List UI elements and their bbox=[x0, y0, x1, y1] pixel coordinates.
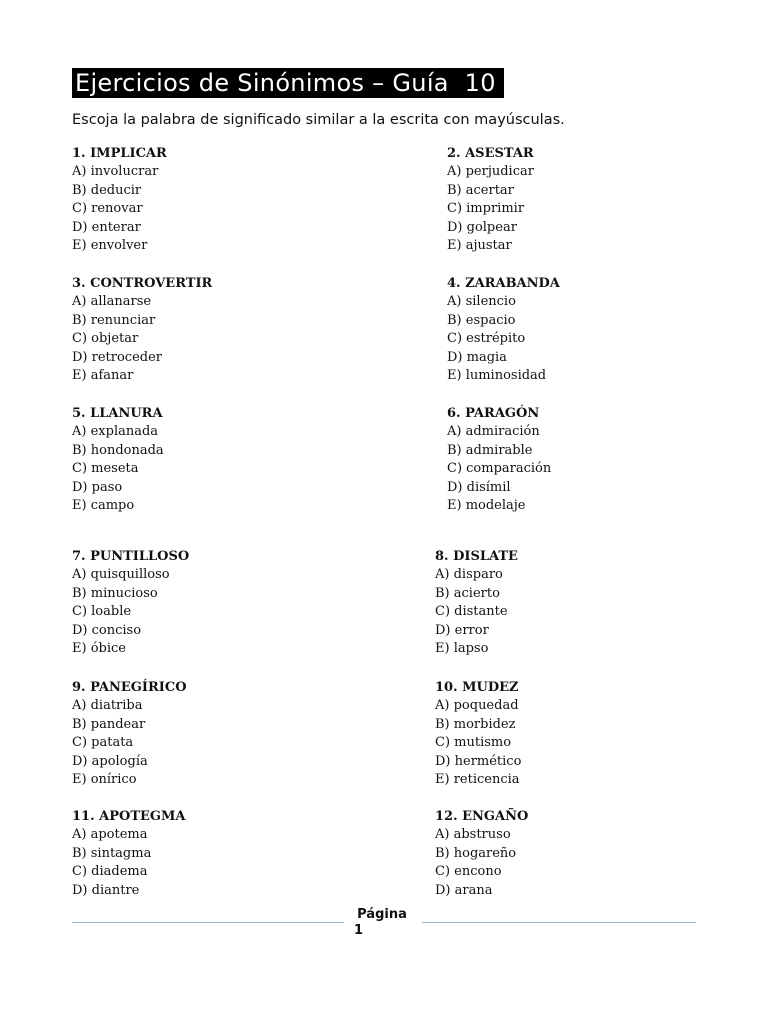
option-e: E) envolver bbox=[72, 238, 148, 254]
question-8 bbox=[435, 548, 518, 659]
option-b: B) acierto bbox=[435, 585, 500, 601]
option-e: E) lapso bbox=[435, 641, 489, 657]
question-head: 3. CONTROVERTIR bbox=[72, 276, 213, 291]
option-c: C) patata bbox=[72, 735, 134, 751]
question-head: 7. PUNTILLOSO bbox=[72, 549, 190, 564]
option-b: B) espacio bbox=[447, 312, 516, 328]
question-12 bbox=[435, 808, 528, 900]
option-b: B) hogareño bbox=[435, 845, 517, 861]
instructions: Escoja la palabra de significado similar a la escrita con mayúsculas. bbox=[72, 112, 565, 128]
option-c: C) diadema bbox=[72, 864, 148, 880]
option-d: D) apología bbox=[72, 753, 148, 769]
option-d: D) enterar bbox=[72, 219, 141, 235]
page-title: Ejercicios de Sinónimos – Guía 10 bbox=[72, 68, 504, 98]
option-d: D) hermético bbox=[435, 753, 522, 769]
option-c: C) distante bbox=[435, 604, 508, 620]
question-10 bbox=[435, 679, 521, 790]
option-a: A) silencio bbox=[447, 294, 516, 309]
question-head: 8. DISLATE bbox=[435, 549, 518, 564]
option-a: A) diatriba bbox=[72, 698, 143, 713]
option-e: E) afanar bbox=[72, 368, 134, 384]
option-a: A) explanada bbox=[72, 424, 159, 439]
footer-rule-right bbox=[422, 922, 696, 923]
footer-rule-left bbox=[72, 922, 344, 923]
option-e: E) ajustar bbox=[447, 238, 512, 254]
option-e: E) onírico bbox=[72, 772, 137, 788]
page-number: 1 bbox=[354, 923, 364, 938]
option-c: C) objetar bbox=[72, 331, 139, 347]
option-d: D) magia bbox=[447, 349, 507, 365]
option-e: E) óbice bbox=[72, 641, 126, 657]
option-d: D) paso bbox=[72, 479, 123, 495]
option-d: D) retroceder bbox=[72, 349, 163, 365]
option-b: B) pandear bbox=[72, 716, 146, 732]
option-c: C) loable bbox=[72, 604, 132, 620]
option-a: A) poquedad bbox=[435, 698, 519, 713]
question-4 bbox=[447, 275, 560, 386]
page-label: Página bbox=[357, 907, 407, 922]
option-b: B) renunciar bbox=[72, 312, 156, 328]
option-a: A) perjudicar bbox=[447, 164, 534, 179]
question-11 bbox=[72, 808, 186, 900]
option-a: A) disparo bbox=[435, 567, 503, 582]
question-head: 11. APOTEGMA bbox=[72, 809, 186, 824]
question-1 bbox=[72, 145, 167, 256]
option-b: B) hondonada bbox=[72, 442, 164, 458]
option-b: B) morbidez bbox=[435, 716, 516, 732]
question-head: 5. LLANURA bbox=[72, 406, 163, 421]
question-head: 1. IMPLICAR bbox=[72, 146, 167, 161]
option-a: A) abstruso bbox=[435, 827, 511, 842]
option-b: B) admirable bbox=[447, 442, 533, 458]
option-c: C) imprimir bbox=[447, 201, 525, 217]
question-3 bbox=[72, 275, 212, 386]
option-c: C) mutismo bbox=[435, 735, 512, 751]
question-2 bbox=[447, 145, 534, 256]
option-c: C) comparación bbox=[447, 461, 552, 477]
option-e: E) luminosidad bbox=[447, 368, 547, 384]
option-c: C) renovar bbox=[72, 201, 143, 217]
option-a: A) allanarse bbox=[72, 294, 152, 309]
question-6 bbox=[447, 405, 551, 516]
option-b: B) minucioso bbox=[72, 585, 158, 601]
option-b: B) sintagma bbox=[72, 845, 152, 861]
question-head: 12. ENGAÑO bbox=[435, 809, 529, 824]
option-e: E) reticencia bbox=[435, 772, 520, 788]
option-a: A) involucrar bbox=[72, 164, 159, 179]
option-d: D) diantre bbox=[72, 882, 140, 898]
question-head: 2. ASESTAR bbox=[447, 146, 534, 161]
option-c: C) estrépito bbox=[447, 331, 526, 347]
option-d: D) golpear bbox=[447, 219, 517, 235]
option-c: C) encono bbox=[435, 864, 502, 880]
question-head: 6. PARAGÓN bbox=[447, 406, 540, 421]
option-b: B) deducir bbox=[72, 182, 142, 198]
question-head: 10. MUDEZ bbox=[435, 680, 519, 695]
option-e: E) campo bbox=[72, 498, 135, 514]
option-a: A) admiración bbox=[447, 424, 540, 439]
option-c: C) meseta bbox=[72, 461, 139, 477]
option-a: A) quisquilloso bbox=[72, 567, 170, 582]
question-7 bbox=[72, 548, 189, 659]
question-5 bbox=[72, 405, 164, 516]
question-head: 9. PANEGÍRICO bbox=[72, 680, 187, 695]
option-a: A) apotema bbox=[72, 827, 148, 842]
option-d: D) disímil bbox=[447, 479, 511, 495]
option-d: D) arana bbox=[435, 882, 493, 898]
option-d: D) conciso bbox=[72, 622, 142, 638]
option-e: E) modelaje bbox=[447, 498, 526, 514]
question-9 bbox=[72, 679, 187, 790]
question-head: 4. ZARABANDA bbox=[447, 276, 560, 291]
option-d: D) error bbox=[435, 622, 489, 638]
option-b: B) acertar bbox=[447, 182, 514, 198]
